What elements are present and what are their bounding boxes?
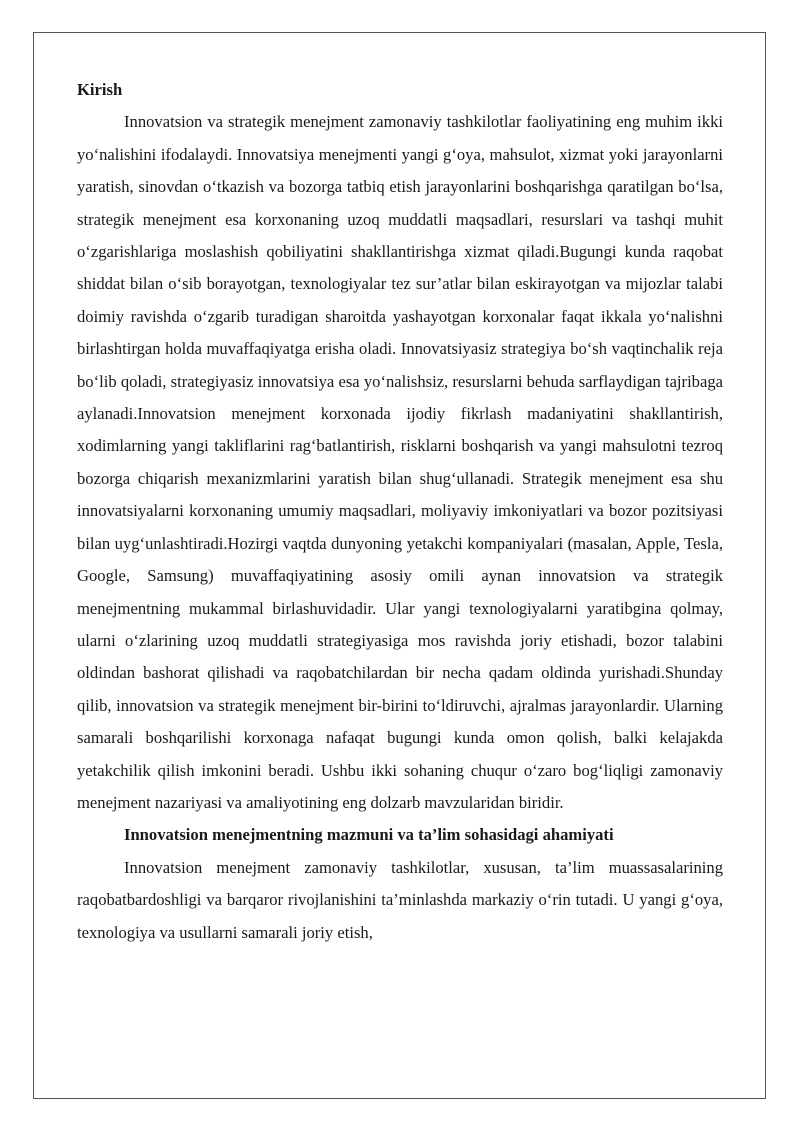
intro-paragraph: Innovatsion va strategik menejment zamonaviy tashkilotlar faoliyatining eng muhim ikki yo‘nalishini ifodalaydi. Innovatsiya menejmenti yangi g‘oya, mahsulot, xizmat yoki jarayonlarni yaratish, sinovdan o‘tkazish va bozorga tatbiq etish jarayonlarini boshqarishga qaratilgan bo‘lsa, strategik menejment esa korxonaning uzoq muddatli maqsadlari, resurslari va tashqi muhit o‘zgarishlariga moslashish qobiliyatini shakllantirishga xizmat qiladi.Bugungi kunda raqobat shiddat bilan o‘sib borayotgan, texnologiyalar tez sur’atlar bilan eskirayotgan va mijozlar talabi doimiy ravishda o‘zgarib turadigan sharoitda yashayotgan korxonalar faqat ikkala yo‘nalishni birlashtirgan holda muvaffaqiyatga erisha oladi. Innovatsiyasiz strategiya bo‘sh vaqtinchalik reja bo‘lib qoladi, strategiyasiz innovatsiya esa yo‘nalishsiz, resurslarni behuda sarflaydigan tajribaga aylanadi.Innovatsion menejment korxonada ijodiy fikrlash madaniyatini shakllantirish, xodimlarning yangi takliflarini rag‘batlantirish, risklarni boshqarish va yangi mahsulotni tezroq bozorga chiqarish mexanizmlarini yaratish bilan shug‘ullanadi. Strategik menejment esa shu innovatsiyalarni korxonaning umumiy maqsadlari, moliyaviy imkoniyatlari va bozor pozitsiyasi bilan uyg‘unlashtiradi.Hozirgi vaqtda dunyoning yetakchi kompaniyalari (masalan, Apple, Tesla, Google, Samsung) muvaffaqiyatining asosiy omili aynan innovatsion va strategik menejmentning mukammal birlashuvidadir. Ular yangi texnologiyalarni yaratibgina qolmay, ularni o‘zlarining uzoq muddatli strategiyasiga mos ravishda joriy etishadi, bozor talabini oldindan bashorat qilishadi va raqobatchilardan bir necha qadam oldinda yurishadi.Shunday qilib, innovatsion va strategik menejment bir-birini to‘ldiruvchi, ajralmas jarayonlardir. Ularning samarali boshqarilishi korxonaga nafaqat bugungi kunda omon qolish, balki kelajakda yetakchilik qilish imkonini beradi. Ushbu ikki sohaning chuqur o‘zaro bog‘liqligi zamonaviy menejment nazariyasi va amaliyotining eng dolzarb mavzularidan biridir. xyxy=(77,112,723,812)
section-paragraph: Innovatsion menejment zamonaviy tashkilotlar, xususan, ta’lim muassasalarining raqobatbardoshligi va barqaror rivojlanishini ta’minlashda markaziy o‘rin tutadi. U yangi g‘oya, texnologiya va usullarni samarali joriy etish, xyxy=(77,857,723,942)
document-heading: Kirish xyxy=(77,80,123,99)
document-body xyxy=(77,74,723,949)
section-heading: Innovatsion menejmentning mazmuni va ta’lim sohasidagi ahamiyati xyxy=(124,825,614,845)
